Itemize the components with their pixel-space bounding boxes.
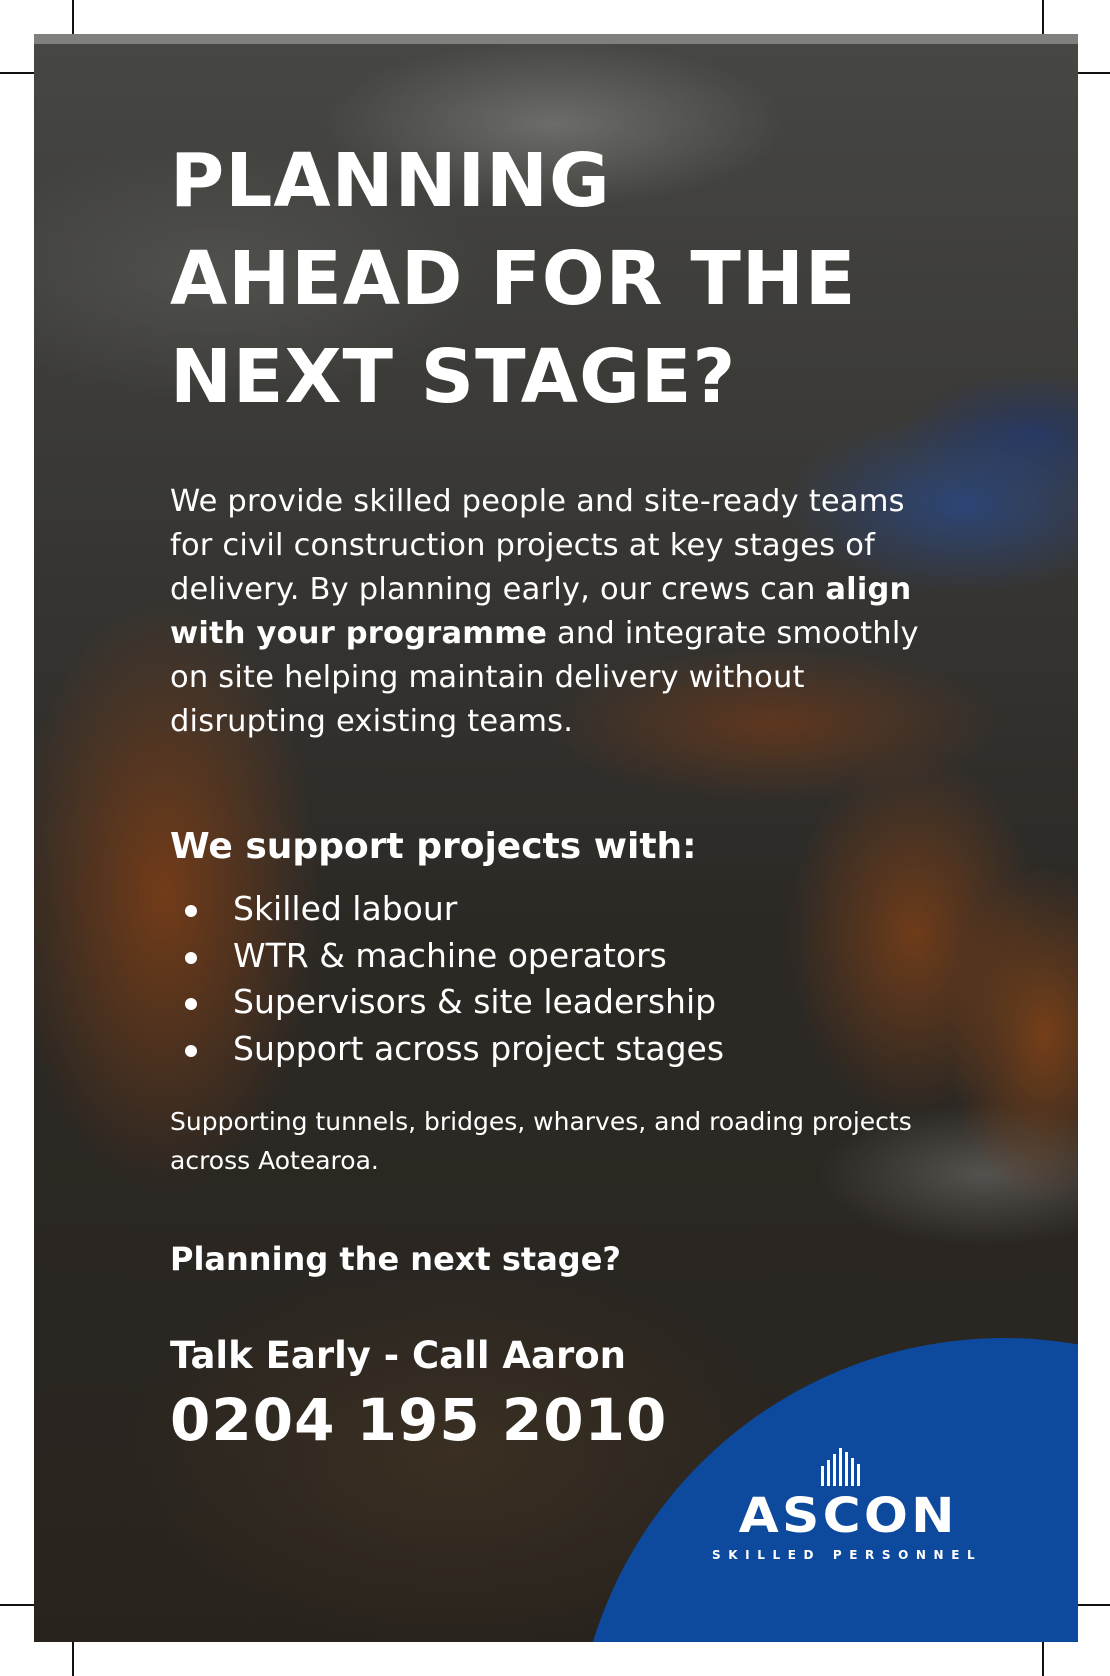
intro-paragraph xyxy=(170,480,930,744)
headline-line: NEXT STAGE? xyxy=(170,334,737,420)
crop-mark xyxy=(0,1604,36,1606)
intro-text: and integrate smoothly on site helping maintain delivery without disrupting existing teams. xyxy=(170,616,919,739)
crop-mark xyxy=(72,0,74,36)
logo-tagline: SKILLED PERSONNEL xyxy=(712,1548,983,1562)
list-item: Supervisors & site leadership xyxy=(170,979,724,1026)
list-item: Support across project stages xyxy=(170,1026,724,1073)
headline-line: AHEAD FOR THE xyxy=(170,236,857,322)
headline-line: PLANNING xyxy=(170,138,611,224)
logo-wordmark: ASCON xyxy=(738,1488,958,1544)
support-heading: We support projects with: xyxy=(170,826,697,867)
crop-mark xyxy=(1042,0,1044,36)
list-item: Skilled labour xyxy=(170,886,724,933)
flyer xyxy=(34,34,1078,1642)
intro-emphasis: align with your programme xyxy=(170,572,912,651)
building-bars-icon xyxy=(710,1444,970,1488)
cta-call: Talk Early - Call Aaron xyxy=(170,1334,626,1377)
crop-mark xyxy=(1042,1640,1044,1676)
headline xyxy=(170,132,990,426)
crop-mark xyxy=(0,72,36,74)
crop-mark xyxy=(72,1640,74,1676)
support-list xyxy=(170,886,724,1072)
crop-mark xyxy=(1074,1604,1110,1606)
coverage-note: Supporting tunnels, bridges, wharves, and roading projects across Aotearoa. xyxy=(170,1107,912,1175)
intro-text: We provide skilled people and site-ready teams for civil construction projects at key stages of delivery. By planning early, our crews can xyxy=(170,484,905,607)
cta-question: Planning the next stage? xyxy=(170,1240,621,1278)
phone-number: 0204 195 2010 xyxy=(170,1386,668,1454)
crop-mark xyxy=(1074,72,1110,74)
list-item: WTR & machine operators xyxy=(170,933,724,980)
ascon-logo xyxy=(710,1444,983,1584)
